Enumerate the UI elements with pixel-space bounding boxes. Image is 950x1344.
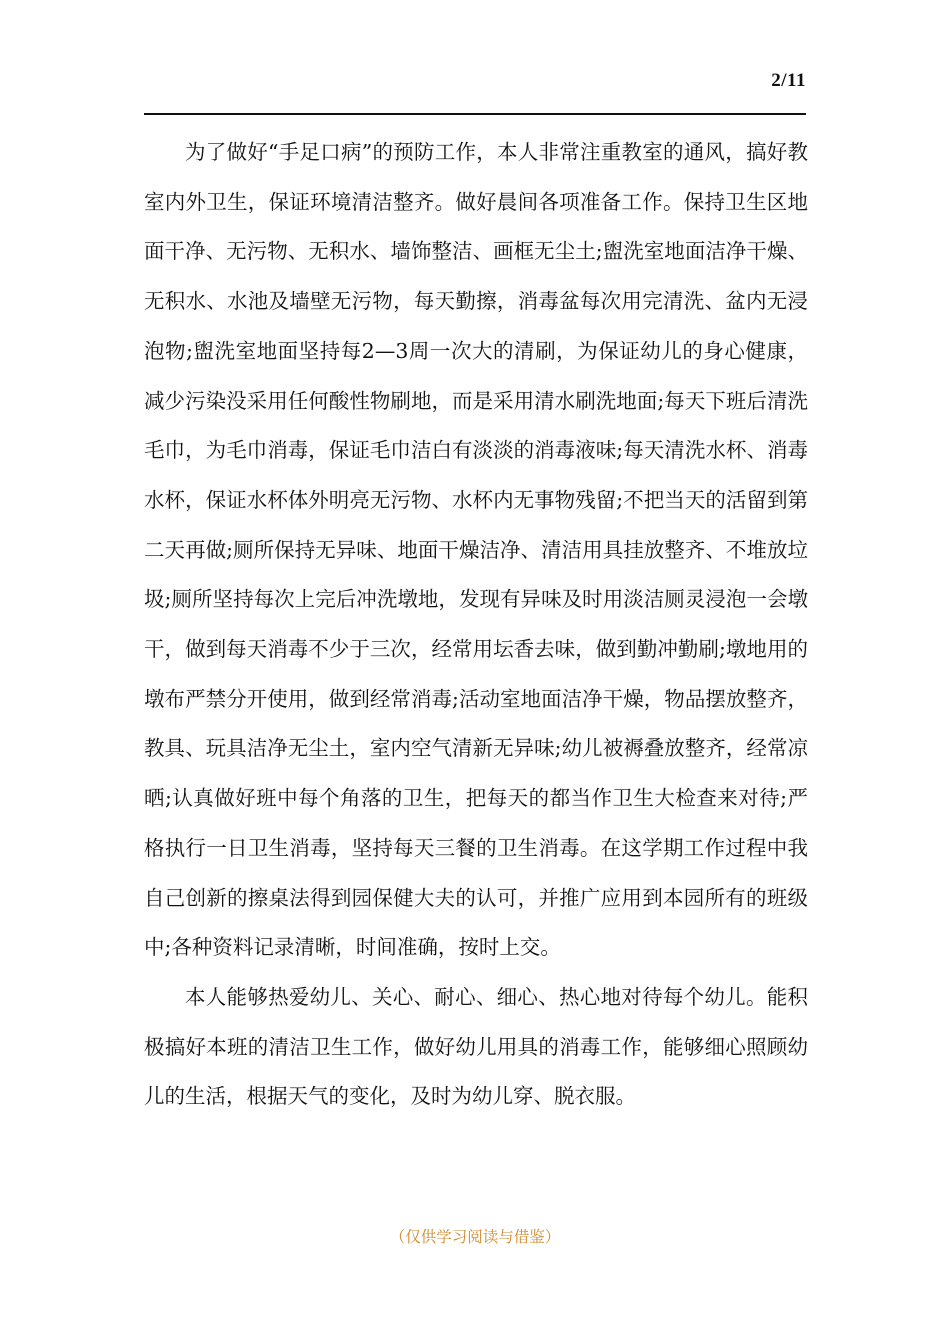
header-divider [144, 113, 806, 115]
paragraph-hygiene: 为了做好“手足口病”的预防工作，本人非常注重教室的通风，搞好教室内外卫生，保证环境清洁整齐。做好晨间各项准备工作。保持卫生区地面干净、无污物、无积水、墙饰整洁、画框无尘土;盥洗室地面洁净干燥、无积水、水池及墙壁无污物，每天勤擦，消毒盆每次用完清洗、盆内无浸泡物;盥洗室地面坚持每2—3周一次大的清刷，为保证幼儿的身心健康，减少污染没采用任何酸性物刷地，而是采用清水刷洗地面;每天下班后清洗毛巾，为毛巾消毒，保证毛巾洁白有淡淡的消毒液味;每天清洗水杯、消毒水杯，保证水杯体外明亮无污物、水杯内无事物残留;不把当天的活留到第二天再做;厕所保持无异味、地面干燥洁净、清洁用具挂放整齐、不堆放垃圾;厕所坚持每次上完后冲洗墩地，发现有异味及时用淡洁厕灵浸泡一会墩干，做到每天消毒不少于三次，经常用坛香去味，做到勤冲勤刷;墩地用的墩布严禁分开使用，做到经常消毒;活动室地面洁净干燥，物品摆放整齐，教具、玩具洁净无尘土，室内空气清新无异味;幼儿被褥叠放整齐，经常凉晒;认真做好班中每个角落的卫生，把每天的都当作卫生大检查来对待;严格执行一日卫生消毒，坚持每天三餐的卫生消毒。在这学期工作过程中我自己创新的擦桌法得到园保健大夫的认可，并推广应用到本园所有的班级中;各种资料记录清晰，时间准确，按时上交。 [144, 140, 808, 960]
document-body [144, 128, 808, 1122]
footer-note: （仅供学习阅读与借鉴） [389, 1228, 561, 1246]
paragraph-care: 本人能够热爱幼儿、关心、耐心、细心、热心地对待每个幼儿。能积极搞好本班的清洁卫生工作，做好幼儿用具的消毒工作，能够细心照顾幼儿的生活，根据天气的变化，及时为幼儿穿、脱衣服。 [144, 984, 808, 1109]
page-number: 2/11 [771, 70, 806, 91]
